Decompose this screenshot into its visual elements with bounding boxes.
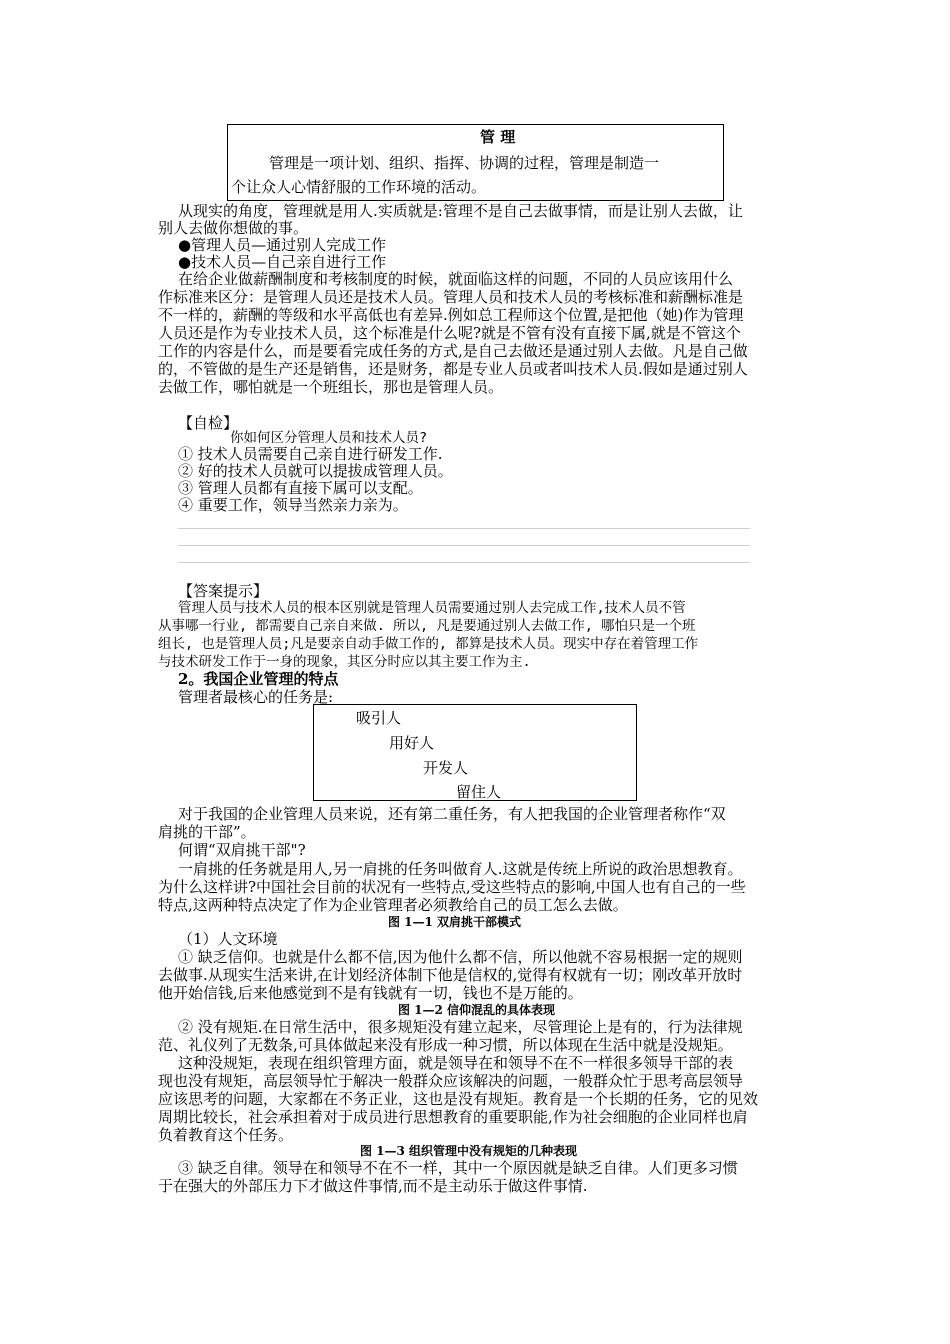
bullet-item: ●管理人员—通过别人完成工作 [178, 236, 387, 254]
answer-heading: 【答案提示】 [178, 582, 269, 600]
figure-caption: 图 1—1 双肩挑干部模式 [388, 915, 522, 929]
body-text-line: 特点,这两种特点决定了作为企业管理者必须教给自己的员工怎么去做。 [158, 896, 628, 914]
body-text-line: 工作的内容是什么，而是要看完成任务的方式,是自己去做还是通过别人去做。凡是自己做 [158, 342, 748, 360]
body-text-line: 于在强大的外部压力下才做这件事情,而不是主动乐于做这件事情. [158, 1177, 588, 1195]
self-check-option: ④ 重要工作，领导当然亲力亲为。 [178, 496, 408, 514]
self-check-heading: 【自检】 [178, 414, 239, 432]
answer-rule-line [178, 528, 750, 529]
body-text-line: 范、礼仪列了无数条,可具体做起来没有形成一种习惯，所以体现在生活中就是没规矩。 [158, 1036, 733, 1054]
body-text-line: 负着教育这个任务。 [158, 1126, 294, 1144]
body-text-line: 这种没规矩，表现在组织管理方面，就是领导在和领导不在不一样很多领导干部的表 [178, 1054, 734, 1072]
body-text-line: 肩挑的干部”。 [158, 823, 256, 841]
body-text-line: 不一样的，薪酬的等级和水平高低也有差异.例如总工程师这个位置,是把他（她)作为管理 [158, 306, 744, 324]
body-text-line: 的，不管做的是生产还是销售，还是财务，都是专业人员或者叫技术人员.假如是通过别人 [158, 360, 748, 378]
body-text-line: 对于我国的企业管理人员来说，还有第二重任务，有人把我国的企业管理者称作“双 [178, 805, 726, 823]
body-text-line: 现也没有规矩，高层领导忙于解决一般群众应该解决的问题，一般群众忙于思考高层领导 [158, 1072, 744, 1090]
answer-rule-line [178, 562, 750, 563]
body-text-line: 别人去做你想做的事。 [158, 219, 309, 237]
body-text-line: 管理者最核心的任务是: [178, 688, 334, 706]
core-task: 开发人 [423, 759, 469, 777]
answer-line: 与技术研发工作于一身的现象，其区分时应以其主要工作为主. [158, 654, 531, 670]
definition-line: 个让众人心情舒服的工作环境的活动。 [231, 178, 487, 196]
body-text-line: 从现实的角度，管理就是用人.实质就是:管理不是自己去做事情，而是让别人去做，让 [178, 202, 743, 220]
answer-line: 组长, 也是管理人员;凡是要亲自动手做工作的, 都算是技术人员。现实中存在着管理工作 [158, 636, 699, 652]
body-text-line: 去做事.从现实生活来讲,在计划经济体制下他是信权的,觉得有权就有一切；刚改革开放时 [158, 966, 743, 984]
definition-title: 管 理 [480, 128, 516, 146]
body-text-line: 去做工作，哪怕就是一个班组长，那也是管理人员。 [158, 378, 504, 396]
self-check-option: ③ 管理人员都有直接下属可以支配。 [178, 479, 423, 497]
subsection-heading: （1）人文环境 [178, 930, 278, 948]
self-check-question: 你如何区分管理人员和技术人员? [230, 430, 428, 446]
body-text-line: ③ 缺乏自律。领导在和领导不在不一样，其中一个原因就是缺乏自律。人们更多习惯 [178, 1159, 738, 1177]
self-check-option: ① 技术人员需要自己亲自进行研发工作. [178, 445, 443, 463]
body-text-line: 何谓“双肩挑干部"? [178, 841, 306, 859]
body-text-line: ② 没有规矩.在日常生活中，很多规矩没有建立起来，尽管理论上是有的，行为法律规 [178, 1018, 743, 1036]
body-text-line: 为什么这样讲?中国社会目前的状况有一些特点,受这些特点的影响,中国人也有自己的一些 [158, 878, 746, 896]
body-text-line: 人员还是作为专业技术人员，这个标准是什么呢?就是不管有没有直接下属,就是不管这个 [158, 324, 741, 342]
body-text-line: 周期比较长，社会承担着对于成员进行思想教育的重要职能,作为社会细胞的企业同样也肩 [158, 1108, 748, 1126]
self-check-option: ② 好的技术人员就可以提拔成管理人员。 [178, 462, 453, 480]
body-text-line: 他开始信钱,后来他感觉到不是有钱就有一切，钱也不是万能的。 [158, 984, 583, 1002]
body-text-line: 作标准来区分：是管理人员还是技术人员。管理人员和技术人员的考核标准和薪酬标准是 [158, 288, 744, 306]
core-task: 留住人 [456, 783, 502, 801]
section-heading: 2。我国企业管理的特点 [178, 670, 339, 688]
core-task: 吸引人 [356, 709, 402, 727]
definition-line: 管理是一项计划、组织、指挥、协调的过程，管理是制造一 [269, 154, 660, 172]
answer-line: 从事哪一行业, 都需要自己亲自来做. 所以, 凡是要通过别人去做工作, 哪怕只是一个班 [158, 618, 696, 634]
bullet-item: ●技术人员—自己亲自进行工作 [178, 253, 387, 271]
answer-rule-line [178, 545, 750, 546]
body-text-line: 应该思考的问题，大家都在不务正业，这也是没有规矩。教育是一个长期的任务，它的见效 [158, 1090, 759, 1108]
figure-caption: 图 1—2 信仰混乱的具体表现 [398, 1003, 556, 1017]
core-task: 用好人 [389, 734, 435, 752]
body-text-line: 在给企业做薪酬制度和考核制度的时候，就面临这样的问题，不同的人员应该用什么 [178, 270, 734, 288]
figure-caption: 图 1—3 组织管理中没有规矩的几种表现 [360, 1144, 578, 1158]
body-text-line: 一肩挑的任务就是用人,另一肩挑的任务叫做育人.这就是传统上所说的政治思想教育。 [178, 860, 743, 878]
answer-line: 管理人员与技术人员的根本区别就是管理人员需要通过别人去完成工作,技术人员不管 [178, 600, 686, 616]
body-text-line: ① 缺乏信仰。也就是什么都不信,因为他什么都不信，所以他就不容易根据一定的规则 [178, 948, 743, 966]
